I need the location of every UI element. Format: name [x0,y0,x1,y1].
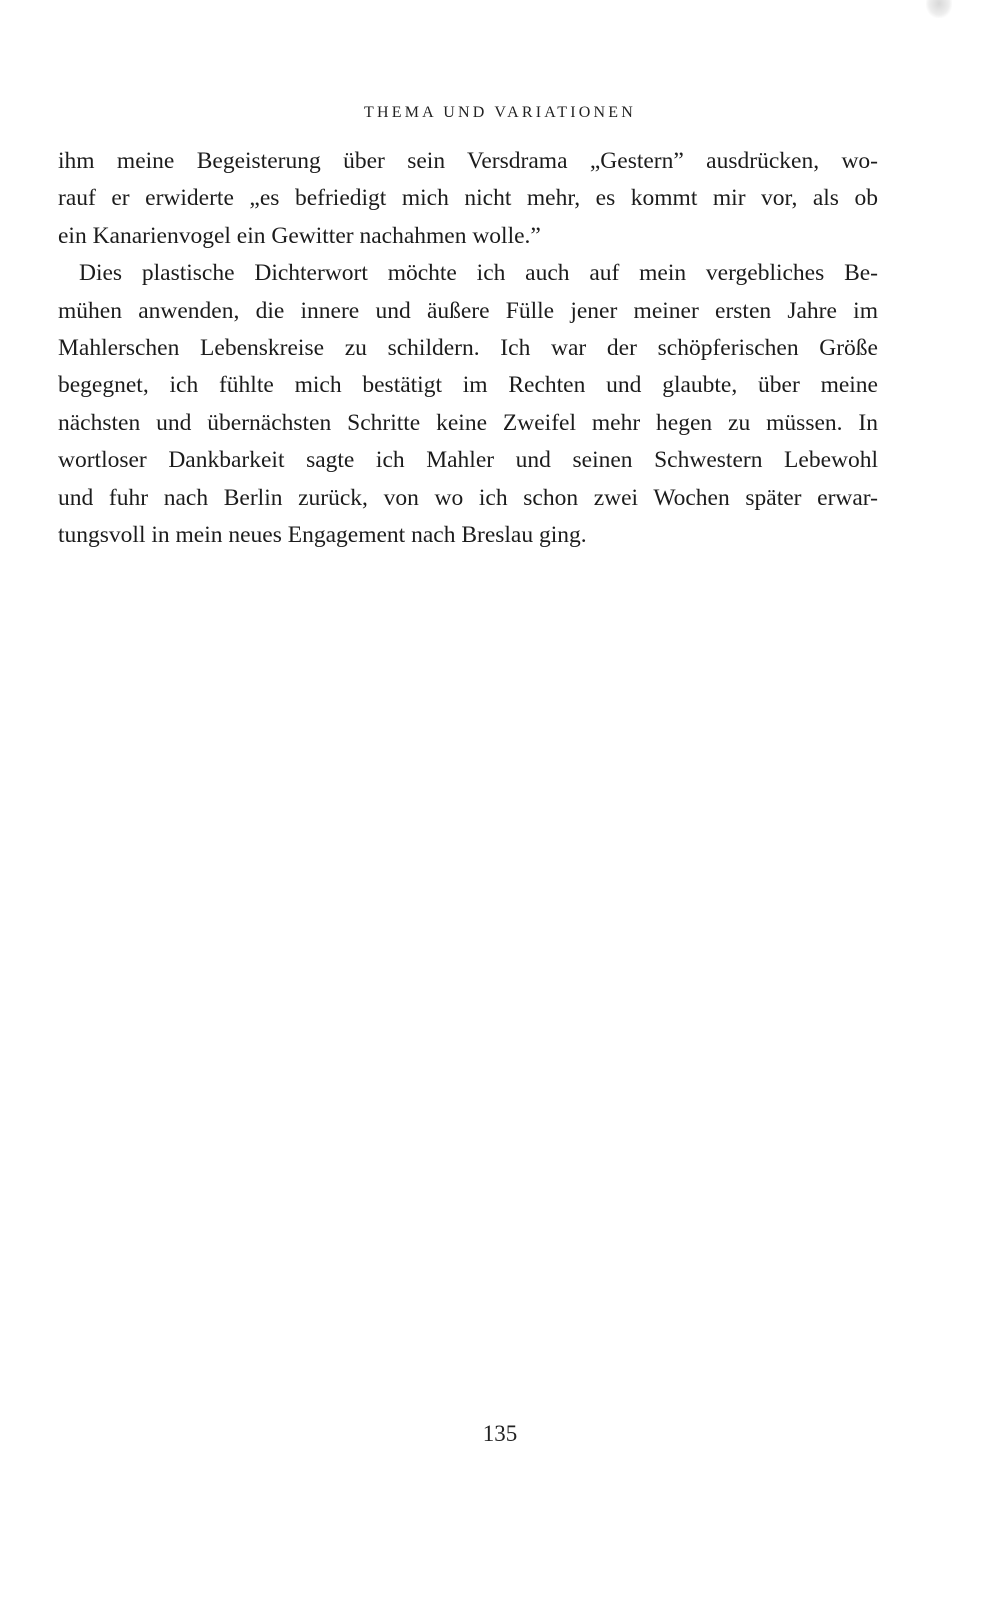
paragraph [58,255,878,554]
text-line: begegnet, ich fühlte mich bestätigt im Rechten und glaubte, über meine [58,372,878,399]
text-line: ihm meine Begeisterung über sein Versdrama „Gestern” ausdrücken, wo- [58,148,878,174]
text-line: mühen anwenden, die innere und äußere Fülle jener meiner ersten Jahre im [58,297,878,324]
text-line: wortloser Dankbarkeit sagte ich Mahler und seinen Schwestern Lebewohl [58,447,878,474]
paragraph [58,143,878,255]
text-line: Dies plastische Dichterwort möchte ich auch auf mein vergebliches Be- [79,260,878,287]
corner-smudge [926,0,952,18]
page-number: 135 [482,1421,518,1446]
text-line: ein Kanarienvogel ein Gewitter nachahmen wolle.” [58,222,541,249]
text-line: nächsten und übernächsten Schritte keine Zweifel mehr hegen zu müssen. In [58,409,878,436]
body-text [58,143,878,554]
text-line: rauf er erwiderte „es befriedigt mich nicht mehr, es kommt mir vor, als ob [58,185,878,212]
running-head: THEMA UND VARIATIONEN [364,104,636,121]
text-line: Mahlerschen Lebenskreise zu schildern. Ich war der schöpferischen Größe [58,334,878,361]
text-line: tungsvoll in mein neues Engagement nach Breslau ging. [58,521,587,548]
text-line: und fuhr nach Berlin zurück, von wo ich schon zwei Wochen später erwar- [58,484,878,511]
